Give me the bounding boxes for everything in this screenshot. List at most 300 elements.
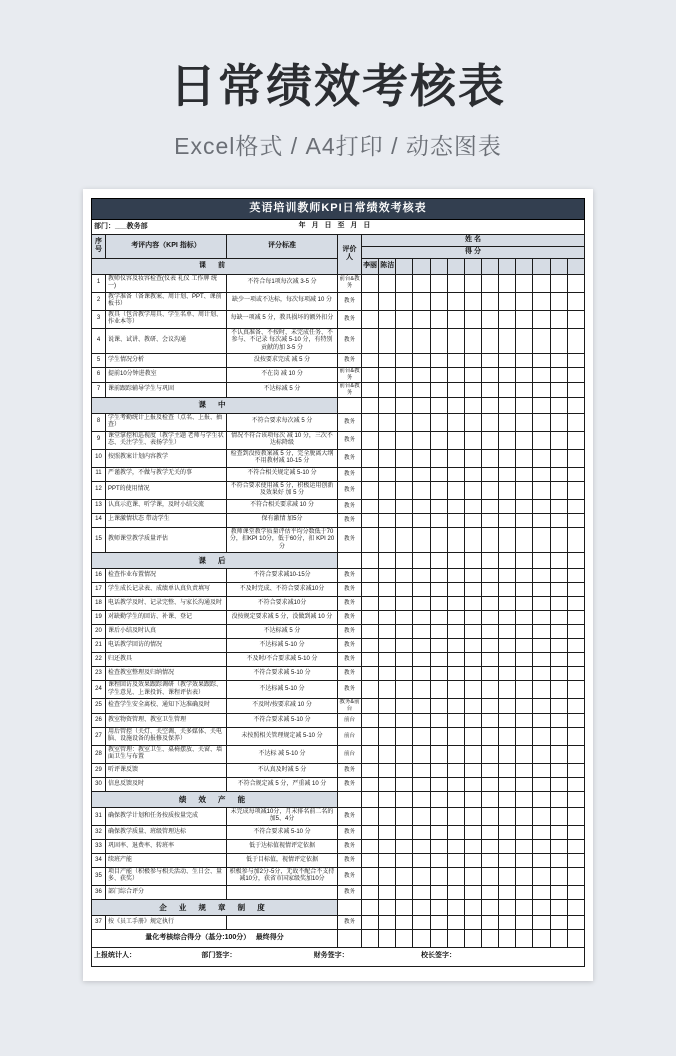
score-cell — [413, 292, 430, 310]
score-cell — [533, 667, 550, 681]
score-cell — [413, 625, 430, 639]
score-cell — [447, 825, 464, 839]
score-cell — [481, 899, 498, 915]
score-cell — [396, 397, 413, 413]
score-cell — [447, 467, 464, 481]
score-cell — [499, 825, 516, 839]
evaluator-cell: 教务 — [338, 354, 362, 368]
score-cell — [550, 763, 567, 777]
score-cell — [447, 292, 464, 310]
score-cell — [430, 653, 447, 667]
score-cell — [430, 681, 447, 699]
score-cell — [362, 713, 379, 727]
kpi-content: 说课、试讲、教研、会议沟通 — [106, 328, 227, 354]
score-cell — [533, 867, 550, 885]
score-cell — [379, 431, 396, 449]
score-cell — [413, 553, 430, 569]
score-cell — [550, 885, 567, 899]
score-cell — [550, 292, 567, 310]
evaluator-cell: 教务 — [338, 449, 362, 467]
score-cell — [464, 527, 481, 553]
kpi-row — [92, 625, 585, 639]
kpi-row — [92, 354, 585, 368]
scoring-standard: 低于达标值视情评定依据 — [227, 839, 338, 853]
score-cell — [516, 885, 533, 899]
score-cell — [550, 368, 567, 383]
evaluator-cell: 教务 — [338, 292, 362, 310]
score-cell — [464, 274, 481, 292]
score-cell — [430, 825, 447, 839]
score-cell — [413, 853, 430, 867]
score-cell — [396, 713, 413, 727]
score-cell — [396, 853, 413, 867]
score-cell — [481, 639, 498, 653]
row-number: 19 — [92, 611, 106, 625]
kpi-content: 续班产能 — [106, 853, 227, 867]
score-cell — [516, 449, 533, 467]
score-cell — [413, 915, 430, 929]
score-cell — [430, 274, 447, 292]
score-cell — [396, 825, 413, 839]
score-cell — [481, 867, 498, 885]
score-cell — [481, 839, 498, 853]
score-cell — [413, 449, 430, 467]
score-cell — [464, 397, 481, 413]
signature-label: 校长签字： — [420, 952, 456, 960]
score-cell — [533, 431, 550, 449]
score-cell — [413, 727, 430, 745]
score-cell — [516, 328, 533, 354]
kpi-content: 教室物资管理、教室卫生管理 — [106, 713, 227, 727]
score-cell — [447, 527, 464, 553]
score-cell — [447, 899, 464, 915]
score-cell — [550, 611, 567, 625]
score-cell — [516, 713, 533, 727]
evaluator-cell: 教务 — [338, 328, 362, 354]
row-number: 35 — [92, 867, 106, 885]
scoring-standard: 不及时/按要求减 10 分 — [227, 699, 338, 714]
score-cell — [516, 499, 533, 513]
section-header: 企 业 规 章 制 度 — [92, 899, 338, 915]
scoring-standard: 每缺一项减 5 分，教具损坏的额外扣分 — [227, 310, 338, 328]
score-cell — [396, 745, 413, 763]
row-number: 34 — [92, 853, 106, 867]
scoring-standard: 不及时完成、不符合要求减10分 — [227, 583, 338, 597]
score-cell — [516, 791, 533, 807]
score-cell — [567, 625, 584, 639]
score-cell — [447, 625, 464, 639]
score-cell — [499, 807, 516, 825]
row-number: 24 — [92, 681, 106, 699]
kpi-content: 检查作业布置情况 — [106, 569, 227, 583]
score-cell — [430, 611, 447, 625]
row-number: 27 — [92, 727, 106, 745]
score-cell — [413, 569, 430, 583]
score-cell — [413, 807, 430, 825]
score-cell — [430, 929, 447, 947]
score-cell — [481, 825, 498, 839]
score-cell — [533, 807, 550, 825]
score-cell — [499, 449, 516, 467]
score-cell — [550, 625, 567, 639]
score-cell — [481, 611, 498, 625]
score-cell — [516, 853, 533, 867]
score-cell — [379, 527, 396, 553]
scoring-standard: 不达标 减 5-10 分 — [227, 745, 338, 763]
score-cell — [567, 527, 584, 553]
section-header: 绩 效 产 能 — [92, 791, 338, 807]
score-cell — [379, 413, 396, 431]
score-cell — [413, 583, 430, 597]
score-cell — [516, 915, 533, 929]
scoring-standard: 不符合要求减 5-10 分 — [227, 713, 338, 727]
section-header-pre-class: 课 前 — [92, 258, 338, 274]
score-cell — [481, 569, 498, 583]
score-cell — [413, 929, 430, 947]
score-cell — [362, 481, 379, 499]
score-cell — [447, 867, 464, 885]
score-cell — [396, 807, 413, 825]
score-cell — [499, 467, 516, 481]
score-cell — [464, 885, 481, 899]
summary-label: 量化考核综合得分（基分:100分） 最终得分 — [92, 929, 338, 947]
scoring-standard: 不符合要求使用减 5 分，积极运用创新及效果好 加 5 分 — [227, 481, 338, 499]
score-cell — [464, 583, 481, 597]
kpi-row — [92, 310, 585, 328]
score-cell — [464, 625, 481, 639]
kpi-content: 学生成长记录表、成绩单认真负责填写 — [106, 583, 227, 597]
kpi-content: 项目产能（积极参与相关活动、生日会、量多、获奖） — [106, 867, 227, 885]
score-cell — [550, 899, 567, 915]
score-cell — [481, 853, 498, 867]
kpi-row — [92, 527, 585, 553]
evaluator-cell — [338, 929, 362, 947]
score-cell — [567, 413, 584, 431]
score-cell — [481, 929, 498, 947]
score-cell — [413, 699, 430, 714]
kpi-content: 课堂掌控和巡视度（教学主题 老师与学生状态、关注学生、表扬学生） — [106, 431, 227, 449]
score-cell — [447, 667, 464, 681]
score-cell — [516, 569, 533, 583]
col-header-name: 姓 名 — [362, 235, 585, 247]
score-cell — [516, 763, 533, 777]
score-cell — [567, 397, 584, 413]
score-cell — [481, 467, 498, 481]
scoring-standard: 不符合规定减 5 分，严重减 10 分 — [227, 777, 338, 791]
kpi-content: 用后管控（关灯、关空调、关多媒体、关电脑、设施设备的报修及保养） — [106, 727, 227, 745]
score-cell — [533, 611, 550, 625]
score-cell — [396, 667, 413, 681]
score-cell — [396, 915, 413, 929]
score-cell — [413, 499, 430, 513]
score-cell — [447, 745, 464, 763]
score-cell — [499, 681, 516, 699]
score-cell — [481, 354, 498, 368]
kpi-row — [92, 611, 585, 625]
score-cell — [447, 597, 464, 611]
score-cell — [430, 899, 447, 915]
score-cell — [481, 328, 498, 354]
score-cell — [533, 368, 550, 383]
score-cell — [533, 699, 550, 714]
score-cell — [447, 807, 464, 825]
score-cell — [464, 929, 481, 947]
score-cell — [396, 597, 413, 611]
signature-label: 部门签字： — [201, 952, 237, 960]
evaluator-cell: 教务 — [338, 481, 362, 499]
score-cell — [533, 569, 550, 583]
score-cell — [430, 639, 447, 653]
score-cell — [516, 639, 533, 653]
score-cell — [413, 639, 430, 653]
score-cell — [447, 449, 464, 467]
kpi-row — [92, 777, 585, 791]
row-number: 9 — [92, 431, 106, 449]
score-cell — [362, 899, 379, 915]
score-cell — [379, 745, 396, 763]
score-cell — [481, 413, 498, 431]
score-cell — [447, 397, 464, 413]
score-cell — [396, 763, 413, 777]
kpi-content: 确保教学计划和任务按质按量完成 — [106, 807, 227, 825]
signature-labels — [94, 952, 582, 961]
score-cell — [396, 929, 413, 947]
evaluator-cell: 教务 — [338, 839, 362, 853]
evaluator-cell — [338, 397, 362, 413]
score-cell — [464, 467, 481, 481]
score-cell — [499, 639, 516, 653]
score-cell — [533, 310, 550, 328]
score-cell — [550, 839, 567, 853]
score-cell — [362, 354, 379, 368]
score-cell — [413, 310, 430, 328]
score-cell — [533, 413, 550, 431]
score-cell — [379, 699, 396, 714]
score-cell — [430, 745, 447, 763]
kpi-content: 听评课反馈 — [106, 763, 227, 777]
kpi-row — [92, 292, 585, 310]
score-cell — [550, 274, 567, 292]
evaluator-cell: 前台&教务 — [339, 382, 360, 396]
score-cell — [550, 667, 567, 681]
kpi-content: 教具（包含教学用具、学生名单、周计划、作业本等） — [106, 310, 227, 328]
score-cell — [567, 449, 584, 467]
evaluator-cell: 教务 — [338, 527, 362, 553]
scoring-standard: 不符合要求每次减 5 分 — [227, 413, 338, 431]
score-cell — [533, 899, 550, 915]
evaluator-cell: 教务 — [338, 807, 362, 825]
score-cell — [362, 653, 379, 667]
row-number: 22 — [92, 653, 106, 667]
score-cell — [481, 807, 498, 825]
scoring-standard: 未完成每项减10分，月末排名前二名的加5、4分 — [227, 807, 338, 825]
name-cell — [550, 258, 567, 274]
score-cell — [396, 899, 413, 915]
row-number: 4 — [92, 328, 106, 354]
score-cell — [413, 885, 430, 899]
score-cell — [567, 681, 584, 699]
score-cell — [533, 853, 550, 867]
score-cell — [533, 382, 550, 397]
row-number: 10 — [92, 449, 106, 467]
score-cell — [550, 467, 567, 481]
score-cell — [533, 653, 550, 667]
score-cell — [447, 513, 464, 527]
scoring-standard: 不符合要求减10分 — [227, 597, 338, 611]
score-cell — [396, 867, 413, 885]
score-cell — [430, 431, 447, 449]
row-number: 23 — [92, 667, 106, 681]
score-cell — [567, 807, 584, 825]
score-cell — [379, 929, 396, 947]
score-cell — [533, 839, 550, 853]
score-cell — [362, 681, 379, 699]
kpi-row — [92, 431, 585, 449]
row-number: 6 — [92, 368, 106, 383]
scoring-standard: 未按照相关管理规定减 5-10 分 — [227, 727, 338, 745]
score-cell — [362, 699, 379, 714]
score-cell — [362, 413, 379, 431]
section-header: 课 后 — [92, 553, 338, 569]
evaluator-cell: 前台&教务 — [338, 274, 362, 292]
kpi-row — [92, 274, 585, 292]
kpi-content: 上课激情状态 带动学生 — [106, 513, 227, 527]
score-cell — [362, 763, 379, 777]
name-cell — [567, 258, 584, 274]
score-cell — [447, 699, 464, 714]
score-cell — [567, 499, 584, 513]
score-cell — [499, 597, 516, 611]
score-cell — [413, 867, 430, 885]
col-header-content: 考评内容（KPI 指标） — [106, 235, 227, 259]
score-cell — [533, 597, 550, 611]
score-cell — [396, 885, 413, 899]
score-cell — [379, 777, 396, 791]
score-cell — [447, 681, 464, 699]
score-cell — [464, 681, 481, 699]
score-cell — [396, 328, 413, 354]
score-cell — [464, 499, 481, 513]
score-cell — [481, 449, 498, 467]
row-number: 20 — [92, 625, 106, 639]
kpi-content: 严谨教学，不做与教学无关的事 — [106, 467, 227, 481]
score-cell — [516, 699, 533, 714]
score-cell — [464, 867, 481, 885]
score-cell — [379, 274, 396, 292]
evaluator-cell: 教务 — [338, 569, 362, 583]
score-cell — [533, 527, 550, 553]
score-cell — [499, 791, 516, 807]
evaluator-cell: 教务 — [338, 639, 362, 653]
score-cell — [550, 382, 567, 397]
score-cell — [430, 699, 447, 714]
score-cell — [533, 777, 550, 791]
score-cell — [447, 499, 464, 513]
score-cell — [567, 569, 584, 583]
score-cell — [379, 513, 396, 527]
score-cell — [567, 699, 584, 714]
score-cell — [464, 354, 481, 368]
score-cell — [499, 853, 516, 867]
scoring-standard: 积极参与加2分-5分，无故不配合不支持减10分，获省市国家级奖加10分 — [227, 867, 338, 885]
score-cell — [447, 310, 464, 328]
score-cell — [499, 553, 516, 569]
score-cell — [430, 625, 447, 639]
score-cell — [430, 553, 447, 569]
score-cell — [362, 807, 379, 825]
score-cell — [396, 354, 413, 368]
row-number: 8 — [92, 413, 106, 431]
kpi-content: 教学准备（备课教案、周计划、PPT、课前板书） — [106, 292, 227, 310]
score-cell — [464, 825, 481, 839]
score-cell — [430, 413, 447, 431]
score-cell — [481, 292, 498, 310]
score-cell — [379, 354, 396, 368]
score-cell — [516, 839, 533, 853]
kpi-content: 检查教室整理及归纳情况 — [106, 667, 227, 681]
score-cell — [516, 597, 533, 611]
score-cell — [362, 639, 379, 653]
score-cell — [499, 397, 516, 413]
score-cell — [413, 791, 430, 807]
score-cell — [379, 915, 396, 929]
score-cell — [447, 639, 464, 653]
scoring-standard: 不符合要求减 5-10 分 — [227, 667, 338, 681]
score-cell — [550, 481, 567, 499]
score-cell — [499, 274, 516, 292]
score-cell — [481, 777, 498, 791]
score-cell — [499, 292, 516, 310]
name-cell — [499, 258, 516, 274]
score-cell — [516, 727, 533, 745]
score-cell — [481, 513, 498, 527]
score-cell — [362, 397, 379, 413]
row-number: 11 — [92, 467, 106, 481]
score-cell — [379, 885, 396, 899]
score-cell — [567, 899, 584, 915]
score-cell — [464, 413, 481, 431]
kpi-row — [92, 569, 585, 583]
score-cell — [550, 639, 567, 653]
score-cell — [516, 382, 533, 397]
score-cell — [533, 274, 550, 292]
score-cell — [516, 745, 533, 763]
kpi-content: 教师课堂教学质量评估 — [106, 527, 227, 553]
score-cell — [430, 597, 447, 611]
kpi-row — [92, 713, 585, 727]
score-cell — [550, 745, 567, 763]
score-cell — [481, 499, 498, 513]
score-cell — [550, 825, 567, 839]
score-cell — [379, 310, 396, 328]
scoring-standard: 不符合要求减 5-10 分 — [227, 825, 338, 839]
score-cell — [550, 699, 567, 714]
col-header-seq: 序号 — [92, 235, 106, 259]
score-cell — [362, 467, 379, 481]
kpi-content: 电话教学回访的情况 — [106, 639, 227, 653]
score-cell — [499, 354, 516, 368]
score-cell — [567, 667, 584, 681]
score-cell — [430, 513, 447, 527]
row-number: 17 — [92, 583, 106, 597]
kpi-row — [92, 807, 585, 825]
score-cell — [567, 354, 584, 368]
score-cell — [550, 807, 567, 825]
score-cell — [430, 467, 447, 481]
summary-row — [92, 929, 585, 947]
scoring-standard: 不符合每1项每次减 3-5 分 — [227, 274, 338, 292]
score-cell — [481, 481, 498, 499]
